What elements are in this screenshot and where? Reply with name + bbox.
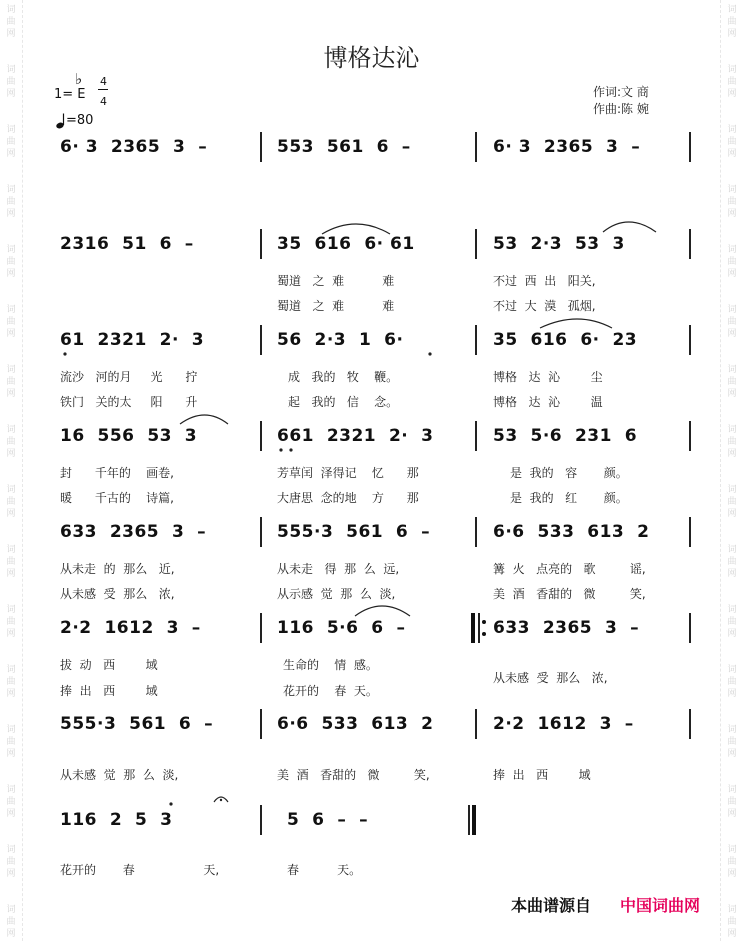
watermark-glyph: 词 曲 网 — [6, 725, 16, 759]
source-label: 本曲谱源自 — [511, 896, 592, 915]
measure: 35 616 6· 23 — [493, 330, 638, 350]
repeat-thick-bar — [471, 613, 475, 643]
lyric-line: 篝 火 点亮的 歌 谣, — [493, 562, 646, 576]
octave-dot — [289, 448, 292, 451]
watermark-glyph: 词 曲 网 — [727, 545, 737, 579]
measure: 633 2365 3 – — [493, 618, 640, 638]
barline — [689, 325, 691, 355]
barline — [260, 613, 262, 643]
source-site-link[interactable]: 中国词曲网 — [620, 896, 701, 915]
watermark-glyph: 词 曲 网 — [727, 185, 737, 219]
barline — [260, 421, 262, 451]
lyric-line: 蜀道 之 难 难 — [277, 299, 395, 313]
time-signature-top: 4 — [100, 75, 107, 88]
octave-dot — [63, 352, 66, 355]
watermark-glyph: 词 曲 网 — [6, 65, 16, 99]
barline — [689, 229, 691, 259]
measure: 35 616 6· 61 — [277, 234, 415, 254]
watermark-glyph: 词 曲 网 — [6, 905, 16, 939]
watermark-glyph: 词 曲 网 — [727, 5, 737, 39]
watermark-glyph: 词 曲 网 — [727, 905, 737, 939]
watermark-glyph: 词 曲 网 — [6, 125, 16, 159]
barline — [260, 132, 262, 162]
measure: 53 5·6 231 6 — [493, 426, 638, 446]
lyric-line: 是 我的 容 颜。 — [510, 466, 628, 480]
measure: 61 2321 2· 3 — [60, 330, 205, 350]
flat-symbol: ♭ — [75, 70, 83, 88]
watermark-glyph: 词 曲 网 — [727, 725, 737, 759]
right-watermark-strip — [720, 0, 743, 941]
key-signature: 1= E — [54, 87, 86, 102]
measure: 661 2321 2· 3 — [277, 426, 434, 446]
measure: 555·3 561 6 – — [60, 714, 214, 734]
lyric-line: 春 天。 — [287, 863, 362, 877]
lyric-line: 大唐思 念的地 方 那 — [277, 491, 419, 505]
octave-dot — [428, 352, 431, 355]
watermark-glyph: 词 曲 网 — [6, 5, 16, 39]
measure: 2316 51 6 – — [60, 234, 194, 254]
lyric-line: 从未走 得 那 么 远, — [277, 562, 400, 576]
left-watermark-strip — [0, 0, 23, 941]
slur — [355, 606, 410, 616]
watermark-glyph: 词 曲 网 — [727, 485, 737, 519]
watermark-glyph: 词 曲 网 — [6, 185, 16, 219]
barline — [475, 325, 477, 355]
watermark-glyph: 词 曲 网 — [6, 845, 16, 879]
lyric-line: 从未感 觉 那 么 淡, — [60, 768, 179, 782]
lyric-line: 美 酒 香甜的 微 笑, — [493, 587, 646, 601]
lyric-line: 芳草闰 泽得记 忆 那 — [277, 466, 419, 480]
measure: 6· 3 2365 3 – — [493, 137, 641, 157]
lyric-line: 暖 千古的 诗篇, — [60, 491, 174, 505]
repeat-dot — [482, 632, 486, 636]
measure: 56 2·3 1 6· — [277, 330, 404, 350]
time-signature-bottom: 4 — [100, 95, 107, 108]
measure: 2·2 1612 3 – — [60, 618, 201, 638]
measure: 116 5·6 6 – — [277, 618, 406, 638]
watermark-glyph: 词 曲 网 — [6, 365, 16, 399]
watermark-glyph: 词 曲 网 — [727, 365, 737, 399]
watermark-glyph: 词 曲 网 — [6, 605, 16, 639]
slur — [322, 224, 390, 234]
lyric-line: 蜀道 之 难 难 — [277, 274, 395, 288]
lyric-line: 是 我的 红 颜。 — [510, 491, 628, 505]
composer-credit: 作曲:陈 婉 — [593, 102, 649, 116]
fermata-dot — [220, 799, 222, 801]
lyric-line: 生命的 情 感。 — [283, 658, 378, 672]
measure: 2·2 1612 3 – — [493, 714, 634, 734]
watermark-glyph: 词 曲 网 — [727, 425, 737, 459]
barline — [260, 805, 262, 835]
watermark-glyph: 词 曲 网 — [727, 845, 737, 879]
watermark-glyph: 词 曲 网 — [727, 785, 737, 819]
measure: 53 2·3 53 3 — [493, 234, 625, 254]
final-thin-bar — [468, 805, 470, 835]
watermark-glyph: 词 曲 网 — [6, 485, 16, 519]
measure: 6· 3 2365 3 – — [60, 137, 208, 157]
time-signature-line — [98, 89, 108, 90]
barline — [260, 517, 262, 547]
lyric-line: 从示感 觉 那 么 淡, — [277, 587, 396, 601]
watermark-glyph: 词 曲 网 — [727, 665, 737, 699]
watermark-glyph: 词 曲 网 — [727, 65, 737, 99]
watermark-glyph: 词 曲 网 — [6, 245, 16, 279]
measure: 116 2 5 3 — [60, 810, 173, 830]
lyric-line: 花开的 春 天, — [60, 863, 220, 877]
tempo-marking: =80 — [66, 113, 94, 128]
barline — [475, 421, 477, 451]
lyric-line: 封 千年的 画卷, — [60, 466, 174, 480]
quarter-note-icon — [56, 113, 66, 133]
slur — [603, 222, 656, 232]
lyric-line: 捧 出 西 域 — [60, 684, 158, 698]
fermata — [214, 797, 228, 802]
final-thick-bar — [472, 805, 476, 835]
watermark-glyph: 词 曲 网 — [727, 125, 737, 159]
watermark-glyph: 词 曲 网 — [6, 305, 16, 339]
barline — [475, 229, 477, 259]
watermark-glyph: 词 曲 网 — [6, 785, 16, 819]
watermark-glyph: 词 曲 网 — [6, 545, 16, 579]
lyricist-credit: 作词:文 商 — [593, 85, 649, 99]
octave-dot — [169, 802, 172, 805]
barline — [260, 709, 262, 739]
barline — [689, 709, 691, 739]
watermark-glyph: 词 曲 网 — [6, 425, 16, 459]
lyric-line: 从未感 受 那么 浓, — [60, 587, 175, 601]
barline — [689, 613, 691, 643]
barline — [689, 517, 691, 547]
barline — [475, 132, 477, 162]
barline — [689, 421, 691, 451]
octave-dot — [279, 448, 282, 451]
slur — [180, 415, 228, 424]
measure: 6·6 533 613 2 — [493, 522, 650, 542]
measure: 6·6 533 613 2 — [277, 714, 434, 734]
barline — [475, 709, 477, 739]
lyric-line: 成 我的 牧 鞭。 — [288, 370, 399, 384]
lyric-line: 从未走 的 那么 近, — [60, 562, 175, 576]
barline — [260, 229, 262, 259]
lyric-line: 美 酒 香甜的 微 笑, — [277, 768, 430, 782]
song-title: 博格达沁 — [323, 44, 420, 72]
watermark-glyph: 词 曲 网 — [727, 605, 737, 639]
lyric-line: 不过 西 出 阳关, — [493, 274, 596, 288]
measure: 555·3 561 6 – — [277, 522, 431, 542]
lyric-line: 从未感 受 那么 浓, — [493, 671, 608, 685]
measure: 16 556 53 3 — [60, 426, 198, 446]
lyric-line: 起 我的 信 念。 — [288, 395, 399, 409]
barline — [475, 517, 477, 547]
measure: 633 2365 3 – — [60, 522, 207, 542]
lyric-line: 铁门 关的太 阳 升 — [60, 395, 198, 409]
watermark-glyph: 词 曲 网 — [727, 245, 737, 279]
slur — [540, 319, 612, 328]
watermark-glyph: 词 曲 网 — [6, 665, 16, 699]
lyric-line: 流沙 河的月 光 拧 — [60, 370, 198, 384]
measure: 5 6 – – — [287, 810, 369, 830]
repeat-thin-bar — [478, 613, 480, 643]
lyric-line: 捧 出 西 域 — [493, 768, 591, 782]
measure: 553 561 6 – — [277, 137, 411, 157]
watermark-glyph: 词 曲 网 — [727, 305, 737, 339]
lyric-line: 博格 达 沁 温 — [493, 395, 603, 409]
lyric-line: 花开的 春 天。 — [283, 684, 378, 698]
lyric-line: 不过 大 漠 孤烟, — [493, 299, 596, 313]
lyric-line: 拔 动 西 域 — [60, 658, 158, 672]
barline — [260, 325, 262, 355]
lyric-line: 博格 达 沁 尘 — [493, 370, 603, 384]
repeat-dot — [482, 620, 486, 624]
barline — [689, 132, 691, 162]
